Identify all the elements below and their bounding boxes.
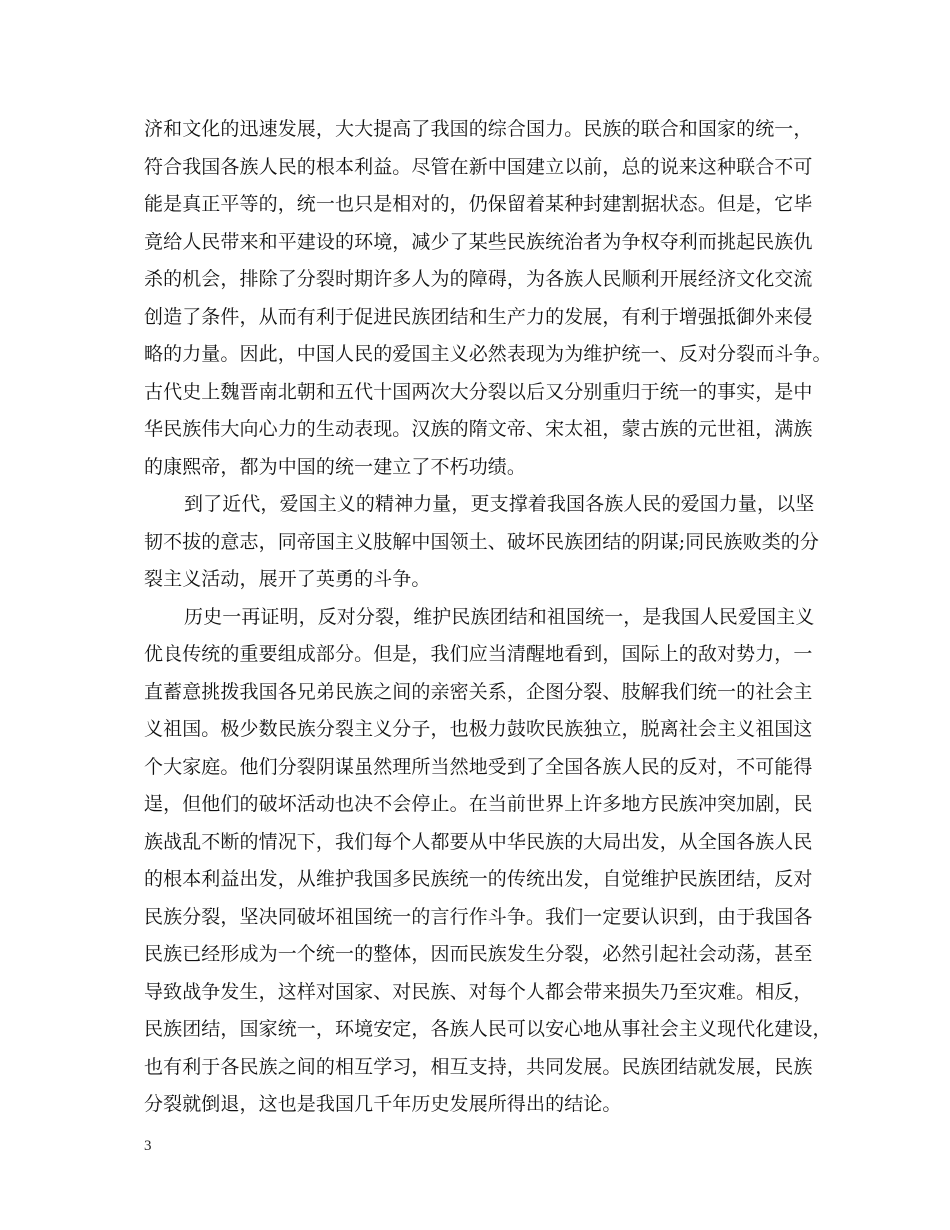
text-line: 民族分裂，坚决同破坏祖国统一的言行作斗争。我们一定要认识到，由于我国各 (144, 905, 813, 928)
text-line: 义祖国。极少数民族分裂主义分子，也极力鼓吹民族独立，脱离社会主义祖国这 (144, 718, 813, 740)
text-line: 逞，但他们的破坏活动也决不会停止。在当前世界上许多地方民族冲突加剧，民 (144, 793, 813, 815)
text-line: 个大家庭。他们分裂阴谋虽然理所当然地受到了全国各族人民的反对，不可能得 (144, 755, 813, 778)
text-line: 历史一再证明，反对分裂，维护民族团结和祖国统一，是我国人民爱国主义 (184, 605, 815, 628)
text-line: 杀的机会，排除了分裂时期许多人为的障碍，为各族人民顺利开展经济文化交流 (144, 268, 813, 290)
text-line: 创造了条件，从而有利于促进民族团结和生产力的发展，有利于增强抵御外来侵 (144, 305, 813, 328)
text-line: 的康熙帝，都为中国的统一建立了不朽功绩。 (144, 455, 527, 478)
body-text (144, 111, 834, 1124)
text-line: 民族已经形成为一个统一的整体，因而民族发生分裂，必然引起社会动荡，甚至 (144, 943, 813, 965)
text-line: 直蓄意挑拨我国各兄弟民族之间的亲密关系，企图分裂、肢解我们统一的社会主 (144, 680, 813, 703)
text-line: 略的力量。因此，中国人民的爱国主义必然表现为为维护统一、反对分裂而斗争。 (144, 343, 832, 365)
text-line: 到了近代，爱国主义的精神力量，更支撑着我国各族人民的爱国力量，以坚 (184, 493, 815, 515)
text-line: 导致战争发生，这样对国家、对民族、对每个人都会带来损失乃至灾难。相反， (144, 980, 813, 1003)
page-number: 3 (144, 1138, 152, 1154)
text-line: 能是真正平等的，统一也只是相对的，仍保留着某种封建割据状态。但是，它毕 (144, 193, 813, 215)
text-line: 竟给人民带来和平建设的环境，减少了某些民族统治者为争权夺利而挑起民族仇 (144, 230, 813, 253)
text-line: 华民族伟大向心力的生动表现。汉族的隋文帝、宋太祖，蒙古族的元世祖，满族 (144, 418, 813, 440)
text-line: 裂主义活动，展开了英勇的斗争。 (144, 568, 431, 590)
text-line: 也有利于各民族之间的相互学习，相互支持，共同发展。民族团结就发展，民族 (144, 1055, 813, 1078)
text-line: 族战乱不断的情况下，我们每个人都要从中华民族的大局出发，从全国各族人民 (144, 830, 813, 853)
text-line: 济和文化的迅速发展，大大提高了我国的综合国力。民族的联合和国家的统一， (144, 118, 813, 140)
text-line: 韧不拔的意志，同帝国主义肢解中国领土、破坏民族团结的阴谋;同民族败类的分 (144, 530, 820, 553)
text-line: 优良传统的重要组成部分。但是，我们应当清醒地看到，国际上的敌对势力，一 (144, 643, 813, 665)
text-line: 的根本利益出发，从维护我国多民族统一的传统出发，自觉维护民族团结，反对 (144, 868, 813, 890)
text-line: 符合我国各族人民的根本利益。尽管在新中国建立以前，总的说来这种联合不可 (144, 155, 813, 178)
text-line: 民族团结，国家统一，环境安定，各族人民可以安心地从事社会主义现代化建设， (144, 1018, 832, 1040)
text-line: 分裂就倒退，这也是我国几千年历史发展所得出的结论。 (144, 1093, 622, 1115)
text-line: 古代史上魏晋南北朝和五代十国两次大分裂以后又分别重归于统一的事实，是中 (144, 380, 813, 403)
